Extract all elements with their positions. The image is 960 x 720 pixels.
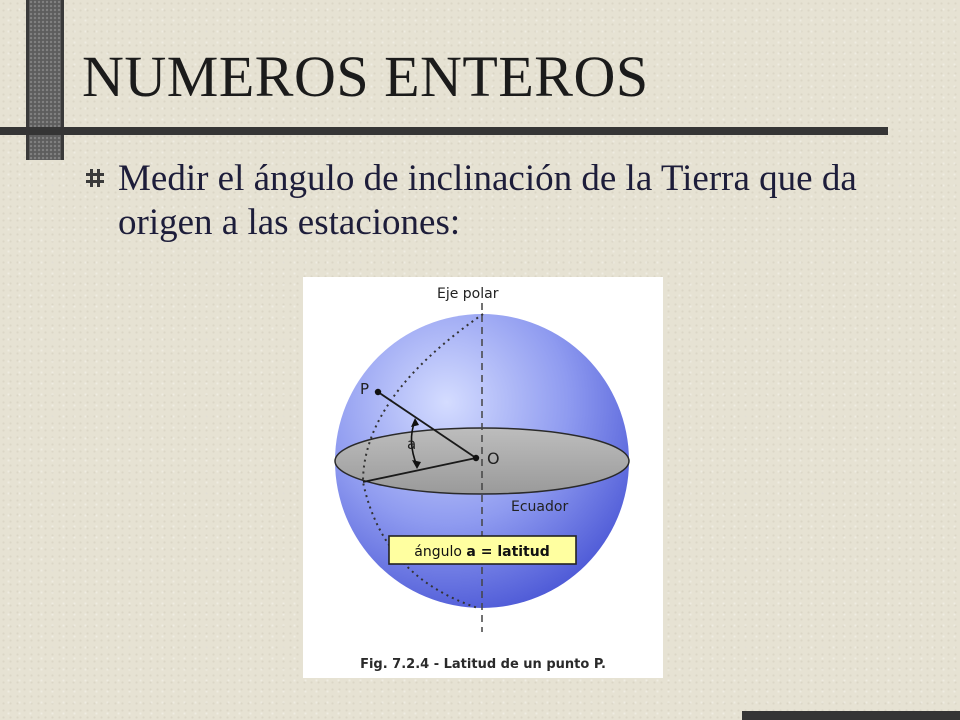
center-label: O (487, 449, 500, 468)
latitude-figure (303, 277, 663, 678)
angle-label: a (407, 435, 417, 453)
title-underline-bar (0, 127, 888, 135)
latitude-label-text: ángulo a = latitud (414, 544, 550, 560)
sphere-diagram (303, 277, 663, 647)
equator-label: Ecuador (511, 499, 569, 515)
bullet-text: Medir el ángulo de inclinación de la Tierra que da origen a las estaciones: (118, 158, 857, 243)
decorative-vertical-bar (26, 0, 64, 160)
slide-title: NUMEROS ENTEROS (82, 44, 649, 109)
hash-bullet-icon (86, 168, 104, 188)
axis-label: Eje polar (437, 286, 499, 302)
point-label: P (360, 380, 370, 398)
figure-caption: Fig. 7.2.4 - Latitud de un punto P. (360, 657, 606, 672)
decorative-corner-bar (742, 711, 960, 720)
point-p (375, 389, 381, 395)
center-point-o (473, 455, 479, 461)
